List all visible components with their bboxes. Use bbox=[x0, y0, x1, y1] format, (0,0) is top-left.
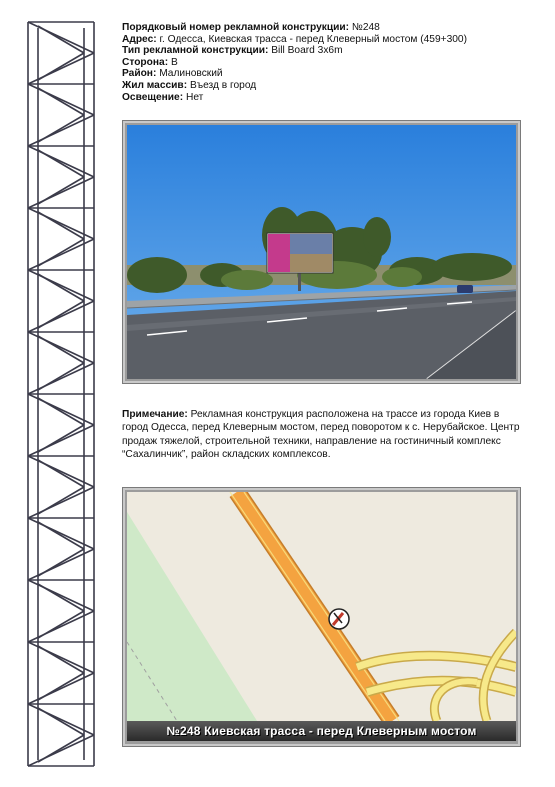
location-map bbox=[122, 487, 521, 747]
info-area-label: Жил массив: bbox=[122, 79, 188, 91]
highway-photo-image bbox=[127, 125, 516, 379]
info-district-row bbox=[122, 68, 542, 80]
info-type-row bbox=[122, 45, 542, 57]
billboard-photo bbox=[122, 120, 521, 384]
info-block bbox=[122, 22, 542, 103]
info-number-row bbox=[122, 22, 542, 34]
truss-decoration-icon bbox=[22, 18, 100, 770]
note-text: Рекламная конструкция расположена на трассе из города Киев в город Одесса, перед Клеверным мостом, перед поворотом к с. Нерубайское. Центр продаж тяжелой, строительной техники, направление на гостиничный комплекс “Сахалинчик”, район складских комплексов. bbox=[122, 409, 520, 461]
info-lighting-row bbox=[122, 92, 542, 104]
note-label: Примечание: bbox=[122, 409, 188, 420]
info-area-row bbox=[122, 80, 542, 92]
road-map-image bbox=[127, 492, 516, 721]
info-side-label: Сторона: bbox=[122, 56, 169, 68]
info-area-value: Въезд в город bbox=[189, 79, 257, 91]
info-side-value: В bbox=[170, 56, 178, 68]
info-address-value: г. Одесса, Киевская трасса - перед Клеверный мостом (459+300) bbox=[159, 33, 467, 45]
info-side-row bbox=[122, 57, 542, 69]
info-lighting-label: Освещение: bbox=[122, 91, 184, 103]
info-district-value: Малиновский bbox=[159, 68, 223, 80]
info-lighting-value: Нет bbox=[185, 91, 204, 103]
info-district-label: Район: bbox=[122, 68, 157, 80]
info-address-row bbox=[122, 34, 542, 46]
info-number-label: Порядковый номер рекламной конструкции: bbox=[122, 22, 350, 33]
info-address-label: Адрес: bbox=[122, 33, 157, 45]
info-type-value: Bill Board 3x6m bbox=[271, 45, 343, 57]
map-caption: №248 Киевская трасса - перед Клеверным мостом bbox=[127, 721, 516, 741]
note-block bbox=[122, 408, 522, 462]
info-number-value: №248 bbox=[351, 22, 380, 33]
info-type-label: Тип рекламной конструкции: bbox=[122, 45, 269, 57]
